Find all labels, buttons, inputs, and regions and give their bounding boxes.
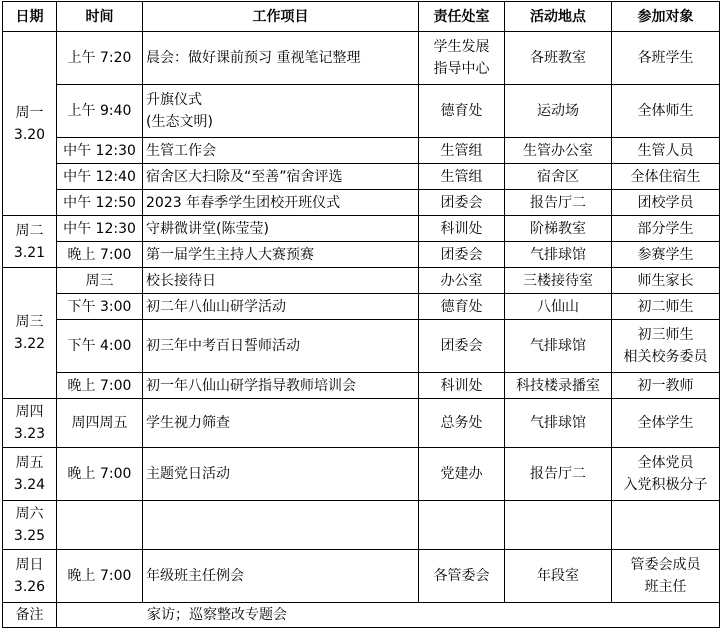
item-cell: 宿舍区大扫除及“至善”宿舍评选 bbox=[143, 164, 419, 190]
day-cell-thu bbox=[3, 399, 57, 448]
item-line: (生态文明) bbox=[146, 114, 213, 130]
time-cell: 晚上 7:00 bbox=[57, 242, 143, 268]
item-cell bbox=[143, 85, 419, 138]
header-item: 工作项目 bbox=[143, 2, 419, 32]
day-name: 周五 bbox=[15, 455, 44, 471]
place-cell: 气排球馆 bbox=[505, 242, 612, 268]
dept-cell bbox=[419, 501, 505, 550]
table-row bbox=[3, 373, 720, 399]
target-cell: 生管人员 bbox=[612, 138, 720, 164]
item-cell: 校长接待日 bbox=[143, 268, 419, 294]
target-line: 全体党员 bbox=[637, 455, 694, 471]
time-cell: 中午 12:30 bbox=[57, 138, 143, 164]
item-cell: 初一年八仙山研学指导教师培训会 bbox=[143, 373, 419, 399]
day-name: 周一 bbox=[15, 104, 44, 121]
table-row bbox=[3, 501, 720, 550]
table-row bbox=[3, 550, 720, 603]
item-line: 升旗仪式 bbox=[146, 92, 202, 108]
dept-cell bbox=[419, 32, 505, 85]
header-row bbox=[3, 2, 720, 32]
place-cell: 生管办公室 bbox=[505, 138, 612, 164]
target-line: 班主任 bbox=[644, 579, 687, 595]
dept-cell: 德育处 bbox=[419, 85, 505, 138]
table-row bbox=[3, 85, 720, 138]
target-cell: 团校学员 bbox=[612, 190, 720, 216]
day-date: 3.22 bbox=[13, 336, 46, 352]
day-date: 3.26 bbox=[13, 579, 46, 595]
time-cell: 中午 12:30 bbox=[57, 216, 143, 242]
target-cell: 各班学生 bbox=[612, 32, 720, 85]
table-row bbox=[3, 138, 720, 164]
target-cell bbox=[612, 550, 720, 603]
place-cell: 报告厅二 bbox=[505, 448, 612, 501]
day-cell-sat bbox=[3, 501, 57, 550]
remarks-content: 家访；巡察整改专题会 bbox=[57, 603, 720, 628]
item-cell: 晨会：做好课前预习 重视笔记整理 bbox=[143, 32, 419, 85]
table-row bbox=[3, 320, 720, 373]
place-cell: 三楼接待室 bbox=[505, 268, 612, 294]
dept-cell: 生管组 bbox=[419, 164, 505, 190]
day-name: 周六 bbox=[15, 506, 44, 522]
item-cell: 初三年中考百日誓师活动 bbox=[143, 320, 419, 373]
remarks-row bbox=[3, 603, 720, 628]
table-row bbox=[3, 216, 720, 242]
target-cell: 全体学生 bbox=[612, 399, 720, 448]
target-cell: 师生家长 bbox=[612, 268, 720, 294]
place-cell: 气排球馆 bbox=[505, 399, 612, 448]
remarks-label: 备注 bbox=[3, 603, 57, 628]
day-date: 3.21 bbox=[13, 244, 46, 261]
item-cell: 学生视力筛查 bbox=[143, 399, 419, 448]
target-line: 管委会成员 bbox=[630, 557, 701, 573]
item-cell: 守耕微讲堂(陈莹莹) bbox=[143, 216, 419, 242]
target-cell: 参赛学生 bbox=[612, 242, 720, 268]
place-cell: 运动场 bbox=[505, 85, 612, 138]
dept-cell: 总务处 bbox=[419, 399, 505, 448]
place-cell: 八仙山 bbox=[505, 294, 612, 320]
day-date: 3.20 bbox=[13, 126, 46, 143]
day-cell-sun bbox=[3, 550, 57, 603]
day-cell-wed bbox=[3, 268, 57, 399]
time-cell: 上午 7:20 bbox=[57, 32, 143, 85]
time-cell: 下午 4:00 bbox=[57, 320, 143, 373]
header-date: 日期 bbox=[3, 2, 57, 32]
weekly-schedule-table bbox=[2, 1, 720, 628]
day-name: 周二 bbox=[15, 222, 44, 239]
place-cell: 年段室 bbox=[505, 550, 612, 603]
header-place: 活动地点 bbox=[505, 2, 612, 32]
time-cell: 中午 12:50 bbox=[57, 190, 143, 216]
day-date: 3.24 bbox=[13, 477, 46, 493]
time-cell: 中午 12:40 bbox=[57, 164, 143, 190]
place-cell: 科技楼录播室 bbox=[505, 373, 612, 399]
item-cell bbox=[143, 501, 419, 550]
day-name: 周三 bbox=[15, 314, 44, 330]
target-cell: 初一教师 bbox=[612, 373, 720, 399]
day-date: 3.23 bbox=[13, 426, 46, 442]
target-cell bbox=[612, 501, 720, 550]
target-cell: 全体住宿生 bbox=[612, 164, 720, 190]
dept-cell: 生管组 bbox=[419, 138, 505, 164]
place-cell: 宿舍区 bbox=[505, 164, 612, 190]
time-cell: 上午 9:40 bbox=[57, 85, 143, 138]
target-line: 相关校务委员 bbox=[623, 349, 708, 365]
place-cell: 阶梯教室 bbox=[505, 216, 612, 242]
table-row bbox=[3, 32, 720, 85]
time-cell: 周四周五 bbox=[57, 399, 143, 448]
time-cell bbox=[57, 501, 143, 550]
day-name: 周日 bbox=[15, 557, 44, 573]
item-cell: 2023 年春季学生团校开班仪式 bbox=[143, 190, 419, 216]
table-row bbox=[3, 448, 720, 501]
target-cell: 全体师生 bbox=[612, 85, 720, 138]
table-row bbox=[3, 294, 720, 320]
header-dept: 责任处室 bbox=[419, 2, 505, 32]
target-cell: 初二师生 bbox=[612, 294, 720, 320]
dept-cell: 办公室 bbox=[419, 268, 505, 294]
target-cell: 部分学生 bbox=[612, 216, 720, 242]
day-date: 3.25 bbox=[13, 528, 46, 544]
target-cell bbox=[612, 320, 720, 373]
time-cell: 晚上 7:00 bbox=[57, 448, 143, 501]
target-cell bbox=[612, 448, 720, 501]
dept-cell: 团委会 bbox=[419, 320, 505, 373]
header-time: 时间 bbox=[57, 2, 143, 32]
day-name: 周四 bbox=[15, 404, 44, 420]
time-cell: 下午 3:00 bbox=[57, 294, 143, 320]
time-cell: 晚上 7:00 bbox=[57, 373, 143, 399]
place-cell bbox=[505, 501, 612, 550]
dept-cell: 党建办 bbox=[419, 448, 505, 501]
target-line: 入党积极分子 bbox=[623, 477, 708, 493]
item-cell: 年级班主任例会 bbox=[143, 550, 419, 603]
time-cell: 周三 bbox=[57, 268, 143, 294]
dept-cell: 各管委会 bbox=[419, 550, 505, 603]
dept-line: 学生发展 bbox=[433, 39, 490, 55]
dept-cell: 科训处 bbox=[419, 216, 505, 242]
table-row bbox=[3, 242, 720, 268]
table-row bbox=[3, 164, 720, 190]
table-row bbox=[3, 190, 720, 216]
day-cell-fri bbox=[3, 448, 57, 501]
table-row bbox=[3, 268, 720, 294]
place-cell: 气排球馆 bbox=[505, 320, 612, 373]
target-line: 初三师生 bbox=[637, 327, 694, 343]
day-cell-mon bbox=[3, 32, 57, 216]
item-cell: 第一届学生主持人大赛预赛 bbox=[143, 242, 419, 268]
dept-line: 指导中心 bbox=[433, 61, 490, 77]
place-cell: 报告厅二 bbox=[505, 190, 612, 216]
item-cell: 主题党日活动 bbox=[143, 448, 419, 501]
header-target: 参加对象 bbox=[612, 2, 720, 32]
place-cell: 各班教室 bbox=[505, 32, 612, 85]
item-cell: 生管工作会 bbox=[143, 138, 419, 164]
dept-cell: 德育处 bbox=[419, 294, 505, 320]
day-cell-tue bbox=[3, 216, 57, 268]
dept-cell: 团委会 bbox=[419, 190, 505, 216]
dept-cell: 团委会 bbox=[419, 242, 505, 268]
dept-cell: 科训处 bbox=[419, 373, 505, 399]
item-cell: 初二年八仙山研学活动 bbox=[143, 294, 419, 320]
time-cell: 晚上 7:00 bbox=[57, 550, 143, 603]
table-row bbox=[3, 399, 720, 448]
